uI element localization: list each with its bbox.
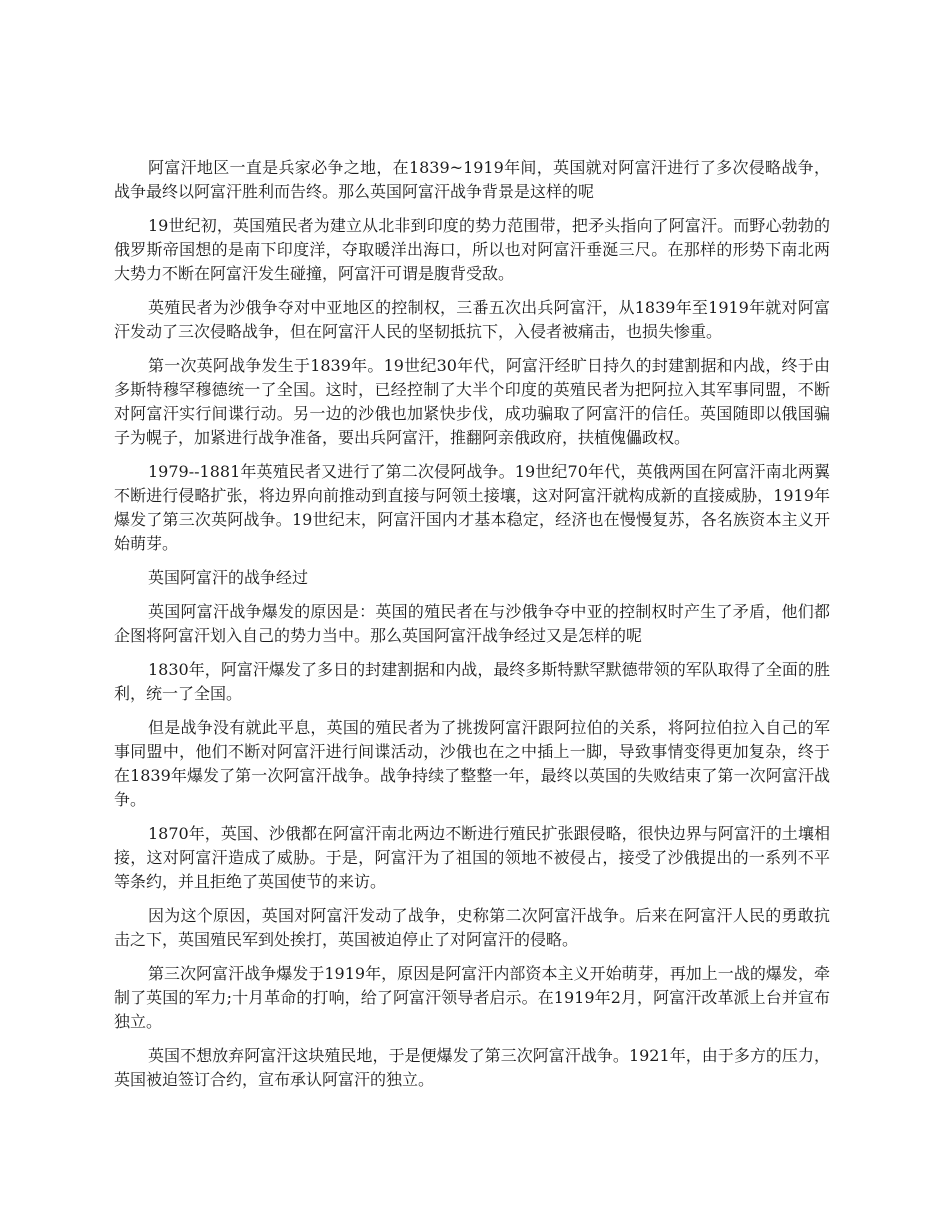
section-heading: 英国阿富汗的战争经过 (148, 568, 309, 587)
paragraph-1: 阿富汗地区一直是兵家必争之地，在1839~1919年间，英国就对阿富汗进行了多次侵略战争，战争最终以阿富汗胜利而告终。那么英国阿富汗战争背景是这样的呢 (114, 158, 830, 201)
paragraph-12: 第三次阿富汗战争爆发于1919年，原因是阿富汗内部资本主义开始萌芽，再加上一战的爆发，牵制了英国的军力;十月革命的打响，给了阿富汗领导者启示。在1919年2月，阿富汗改革派上台并宣布独立。 (114, 964, 830, 1031)
paragraph-13: 英国不想放弃阿富汗这块殖民地，于是便爆发了第三次阿富汗战争。1921年，由于多方的压力，英国被迫签订合约，宣布承认阿富汗的独立。 (114, 1046, 830, 1089)
article-body (114, 156, 830, 1102)
paragraph-11: 因为这个原因，英国对阿富汗发动了战争，史称第二次阿富汗战争。后来在阿富汗人民的勇敢抗击之下，英国殖民军到处挨打，英国被迫停止了对阿富汗的侵略。 (114, 906, 830, 949)
paragraph-2: 19世纪初，英国殖民者为建立从北非到印度的势力范围带，把矛头指向了阿富汗。而野心勃勃的俄罗斯帝国想的是南下印度洋，夺取暖洋出海口，所以也对阿富汗垂涎三尺。在那样的形势下南北两大势力不断在阿富汗发生碰撞，阿富汗可谓是腹背受敌。 (114, 216, 830, 283)
paragraph-5: 1979--1881年英殖民者又进行了第二次侵阿战争。19世纪70年代，英俄两国在阿富汗南北两翼不断进行侵略扩张，将边界向前推动到直接与阿领土接壤，这对阿富汗就构成新的直接威胁，1919年爆发了第三次英阿战争。19世纪末，阿富汗国内才基本稳定，经济也在慢慢复苏，各名族资本主义开始萌芽。 (114, 462, 830, 553)
paragraph-4: 第一次英阿战争发生于1839年。19世纪30年代，阿富汗经旷日持久的封建割据和内战，终于由多斯特穆罕穆德统一了全国。这时，已经控制了大半个印度的英殖民者为把阿拉入其军事同盟，不断对阿富汗实行间谍行动。另一边的沙俄也加紧快步伐，成功骗取了阿富汗的信任。英国随即以俄国骗子为幌子，加紧进行战争准备，要出兵阿富汗，推翻阿亲俄政府，扶植傀儡政权。 (114, 356, 830, 447)
paragraph-3: 英殖民者为沙俄争夺对中亚地区的控制权，三番五次出兵阿富汗，从1839年至1919年就对阿富汗发动了三次侵略战争，但在阿富汗人民的坚韧抵抗下，入侵者被痛击，也损失惨重。 (114, 298, 830, 341)
paragraph-10: 1870年，英国、沙俄都在阿富汗南北两边不断进行殖民扩张跟侵略，很快边界与阿富汗的土壤相接，这对阿富汗造成了威胁。于是，阿富汗为了祖国的领地不被侵占，接受了沙俄提出的一系列不平等条约，并且拒绝了英国使节的来访。 (114, 824, 830, 891)
paragraph-8: 1830年，阿富汗爆发了多日的封建割据和内战，最终多斯特默罕默德带领的军队取得了全面的胜利，统一了全国。 (114, 660, 830, 703)
paragraph-7: 英国阿富汗战争爆发的原因是：英国的殖民者在与沙俄争夺中亚的控制权时产生了矛盾，他们都企图将阿富汗划入自己的势力当中。那么英国阿富汗战争经过又是怎样的呢 (114, 602, 830, 645)
paragraph-9: 但是战争没有就此平息，英国的殖民者为了挑拨阿富汗跟阿拉伯的关系，将阿拉伯拉入自己的军事同盟中，他们不断对阿富汗进行间谍活动，沙俄也在之中插上一脚，导致事情变得更加复杂，终于在1839年爆发了第一次阿富汗战争。战争持续了整整一年，最终以英国的失败结束了第一次阿富汗战争。 (114, 718, 830, 809)
